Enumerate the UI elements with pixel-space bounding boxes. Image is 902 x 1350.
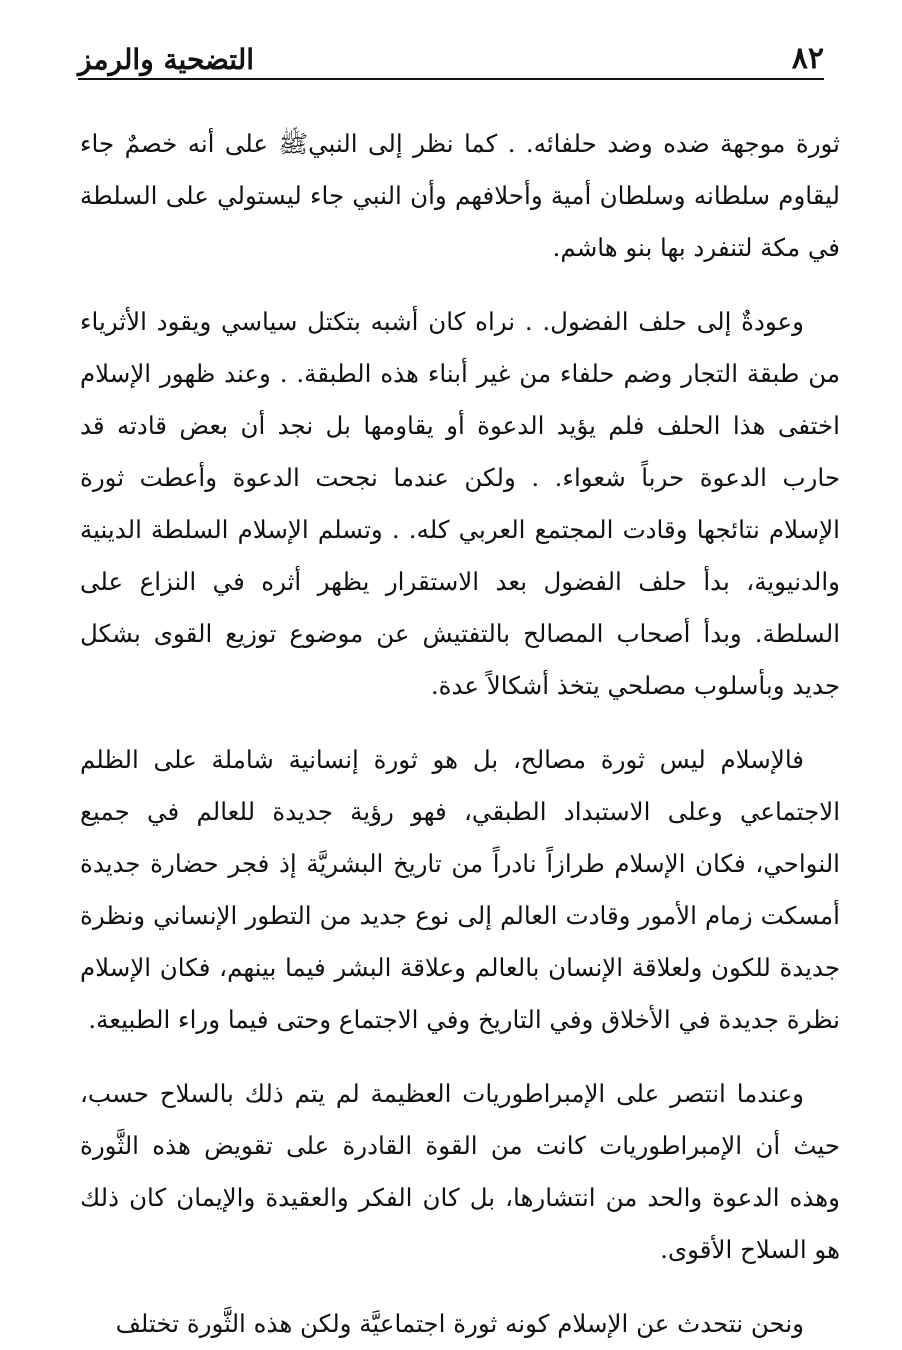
page-number: ٨٢ xyxy=(791,41,824,76)
paragraph: وعندما انتصر على الإمبراطوريات العظيمة لم يتم ذلك بالسلاح حسب، حيث أن الإمبراطوريات كانت من القوة القادرة على تقويض هذه الثَّورة وهذه الدعوة والحد من انتشارها، بل كان الفكر والعقيدة والإيمان كان ذلك هو السلاح الأقوى. xyxy=(80,1079,840,1264)
paragraph: ثورة موجهة ضده وضد حلفائه. . كما نظر إلى النبيﷺ على أنه خصمٌ جاء ليقاوم سلطانه وسلطان أمية وأحلافهم وأن النبي جاء ليستولي على السلطة في مكة لتنفرد بها بنو هاشم. xyxy=(80,129,840,262)
paragraph: فالإسلام ليس ثورة مصالح، بل هو ثورة إنسانية شاملة على الظلم الاجتماعي وعلى الاستبداد الطبقي، فهو رؤية جديدة للعالم في جميع النواحي، فكان الإسلام طرازاً نادراً من تاريخ البشريَّة إذ فجر حضارة جديدة أمسكت زمام الأمور وقادت العالم إلى نوع جديد من التطور الإنساني ونظرة جديدة للكون ولعلاقة الإنسان بالعالم وعلاقة البشر فيما بينهم، فكان الإسلام نظرة جديدة في الأخلاق وفي التاريخ وفي الاجتماع وحتى فيما وراء الطبيعة. xyxy=(80,745,840,1034)
body-text xyxy=(80,118,840,1350)
paragraph: ونحن نتحدث عن الإسلام كونه ثورة اجتماعيَّة ولكن هذه الثَّورة تختلف xyxy=(115,1309,804,1338)
paragraph: وعودةٌ إلى حلف الفضول. . نراه كان أشبه بتكتل سياسي ويقود الأثرياء من طبقة التجار وضم حلفاء من غير أبناء هذه الطبقة. . وعند ظهور الإسلام اختفى هذا الحلف فلم يؤيد الدعوة أو يقاومها بل نجد أن بعض قادته قد حارب الدعوة حرباً شعواء. . ولكن عندما نجحت الدعوة وأعطت ثورة الإسلام نتائجها وقادت المجتمع العربي كله. . وتسلم الإسلام السلطة الدينية والدنيوية، بدأ حلف الفضول بعد الاستقرار يظهر أثره في النزاع على السلطة. وبدأ أصحاب المصالح بالتفتيش عن موضوع توزيع القوى بشكل جديد وبأسلوب مصلحي يتخذ أشكالاً عدة. xyxy=(80,307,840,700)
header-title: التضحية والرمز xyxy=(78,43,255,76)
running-header xyxy=(78,28,824,80)
